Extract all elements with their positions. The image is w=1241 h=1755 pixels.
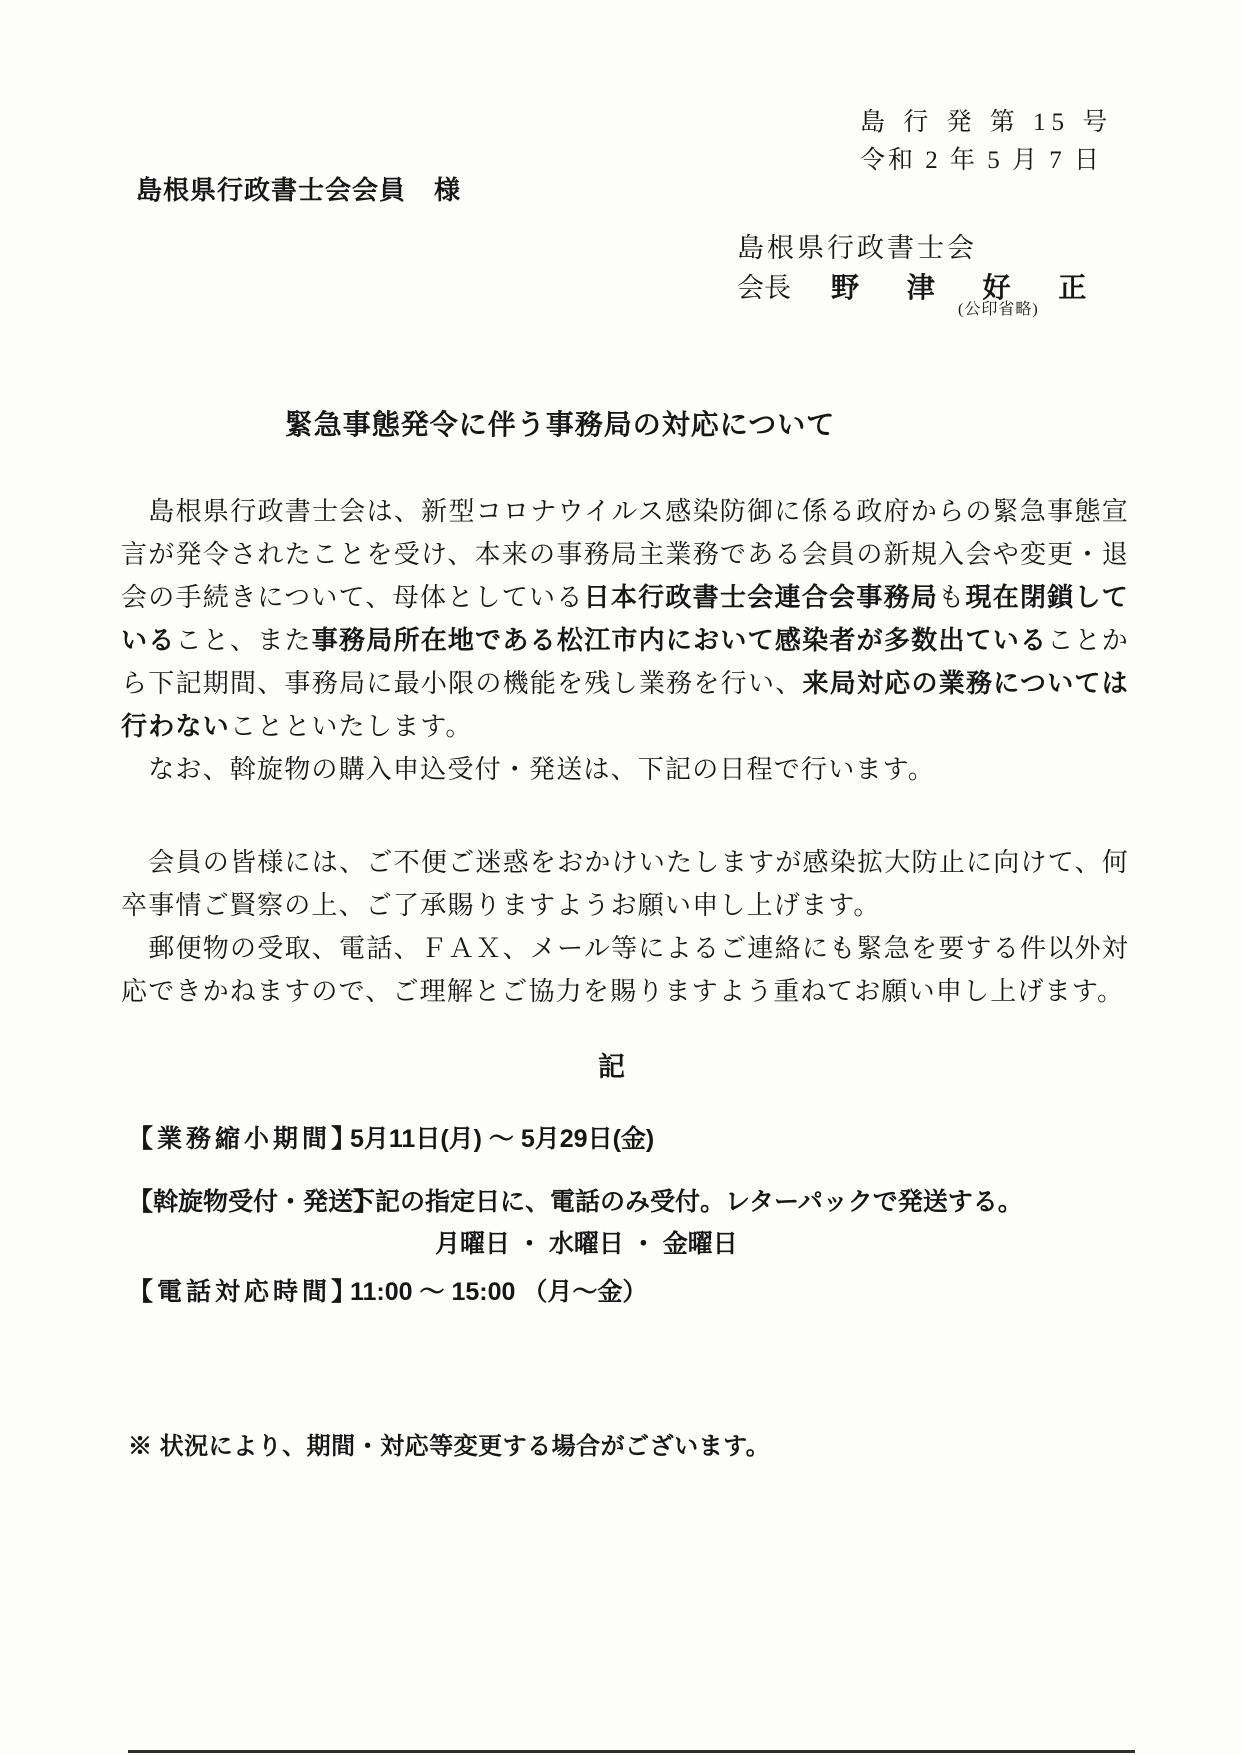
- schedule-item-reduced-operation-period: [128, 1118, 1128, 1160]
- body-text: [121, 490, 1129, 1013]
- ki-marker: 記: [598, 1052, 627, 1082]
- addressee-name: 島根県行政書士会会員: [136, 175, 407, 205]
- schedule-item-goods-reception-shipping: [128, 1181, 1128, 1265]
- item-value: [350, 1181, 1128, 1265]
- sender-name: 野 津 好 正: [831, 272, 1107, 303]
- item-label: 【業務縮小期間】: [128, 1125, 361, 1153]
- body-paragraph-4: 郵便物の受取、電話、ＦＡＸ、メール等によるご連絡にも緊急を要する件以外対応できかねますので、ご理解とご協力を賜りますよう重ねてお願い申し上げます。: [121, 934, 1129, 1006]
- body-paragraph-3: 会員の皆様には、ご不便ご迷惑をおかけいたしますが感染拡大防止に向けて、何卒事情ご賢察の上、ご了承賜りますようお願い申し上げます。: [121, 848, 1129, 920]
- seal-omitted-note: (公印省略): [958, 301, 1039, 318]
- item-label: 【斡旋物受付・発送】: [128, 1188, 379, 1216]
- sender-organization: 島根県行政書士会: [737, 233, 977, 263]
- item-label: 【電話対応時間】: [128, 1278, 361, 1306]
- addressee-honorific: 様: [434, 175, 462, 205]
- item-value-line1: 下記の指定日に、電話のみ受付。レターパックで発送する。: [350, 1188, 1023, 1216]
- schedule-item-phone-hours: [128, 1271, 1128, 1313]
- item-value: 5月11日(月) ～ 5月29日(金): [350, 1125, 655, 1153]
- body-paragraph-2: なお、斡旋物の購入申込受付・発送は、下記の日程で行います。: [121, 755, 935, 784]
- document-date: 令和 2 年 5 月 7 日: [860, 147, 1103, 174]
- item-value: 11:00 ～ 15:00 （月～金）: [350, 1278, 648, 1306]
- sender-title: 会長: [737, 273, 791, 303]
- addressee-line: [136, 170, 461, 207]
- document-title: 緊急事態発令に伴う事務局の対応について: [284, 409, 836, 440]
- document-number-block: [860, 104, 1113, 180]
- scan-artifact-line: [128, 1750, 1135, 1753]
- sender-block: [737, 228, 1106, 308]
- footnote: ※ 状況により、期間・対応等変更する場合がございます。: [128, 1433, 771, 1460]
- document-number: 島 行 発 第 15 号: [860, 109, 1114, 136]
- item-value-line2: 月曜日 ・ 水曜日 ・ 金曜日: [435, 1230, 738, 1258]
- body-paragraph-1: 島根県行政書士会は、新型コロナウイルス感染防御に係る政府からの緊急事態宣言が発令されたことを受け、本来の事務局主業務である会員の新規入会や変更・退会の手続きについて、母体としている日本行政書士会連合会事務局も現在閉鎖していること、また事務局所在地である松江市内において感染者が多数出ていることから下記期間、事務局に最小限の機能を残し業務を行い、来局対応の業務については行わないことといたします。: [121, 497, 1129, 741]
- sender-line: [737, 268, 1106, 308]
